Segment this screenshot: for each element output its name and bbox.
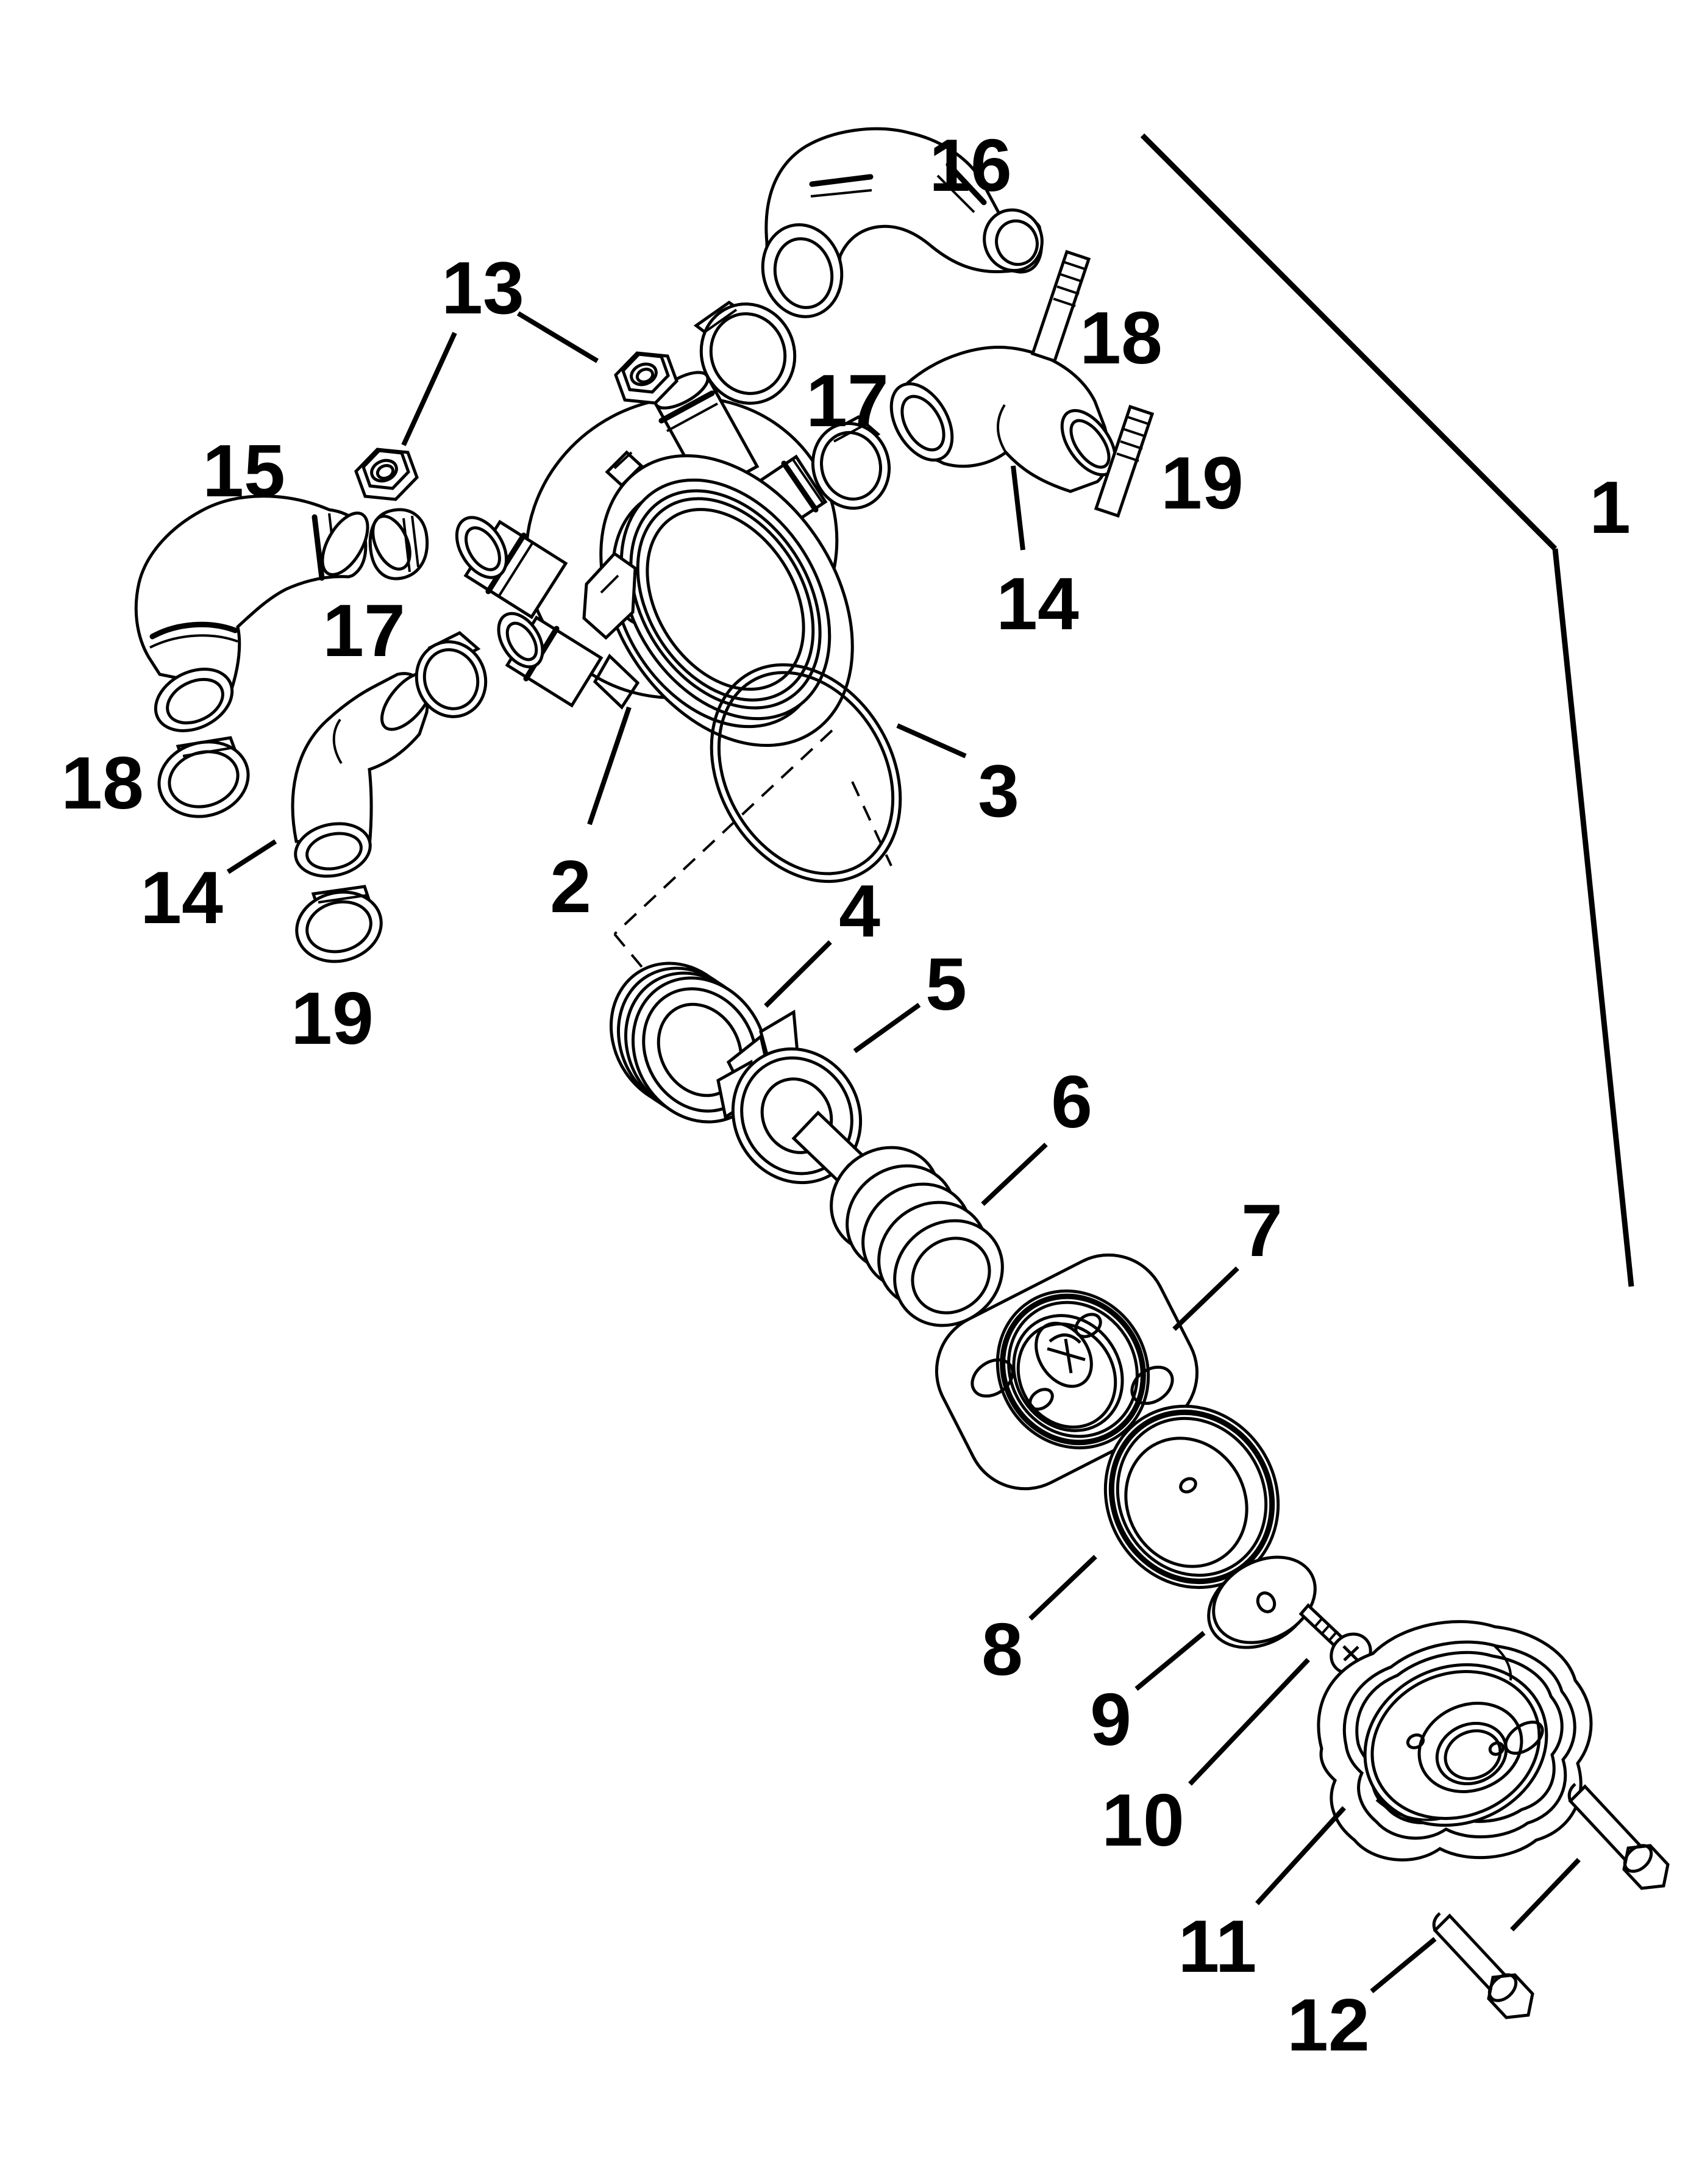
- leader-line-4: [766, 942, 830, 1006]
- part-18-clamp-ring-left: [150, 732, 257, 827]
- callout-label-19: 19: [1161, 441, 1244, 524]
- callout-label-16: 16: [929, 123, 1012, 207]
- part-17-clamp-cap-left: [366, 510, 427, 579]
- callout-label-11: 11: [1178, 1904, 1257, 1988]
- part-12-bolt-upper: [1569, 1784, 1668, 1888]
- leader-line-14: [1013, 466, 1023, 550]
- leader-line-1: [1555, 549, 1631, 1286]
- callout-label-12: 12: [1287, 1983, 1370, 2066]
- leader-line-3: [897, 726, 966, 756]
- leader-line-13: [518, 313, 597, 361]
- callout-label-5: 5: [925, 942, 967, 1026]
- leader-line-10: [1190, 1660, 1308, 1784]
- leader-line-7: [1174, 1268, 1238, 1329]
- callout-label-18: 18: [61, 741, 144, 824]
- callout-label-7: 7: [1241, 1188, 1283, 1272]
- part-19-clamp-ring-left: [290, 883, 389, 971]
- part-13-nut-left: [356, 449, 417, 499]
- callout-label-2: 2: [550, 844, 591, 928]
- dashed-guide-line: [614, 730, 832, 934]
- dashed-guide-line: [852, 782, 891, 866]
- callout-label-4: 4: [839, 869, 880, 952]
- callout-label-17: 17: [806, 359, 889, 442]
- leader-line-2: [589, 707, 629, 824]
- callout-label-14: 14: [996, 562, 1079, 645]
- leader-line-5: [855, 1005, 919, 1051]
- callout-label-10: 10: [1102, 1778, 1184, 1861]
- callout-label-3: 3: [978, 749, 1019, 832]
- callout-label-15: 15: [202, 429, 285, 512]
- part-12-bolt-lower: [1434, 1913, 1533, 2018]
- leader-line-6: [983, 1144, 1046, 1204]
- callout-label-9: 9: [1090, 1677, 1131, 1761]
- callout-label-17: 17: [322, 588, 405, 672]
- leader-line-11: [1257, 1808, 1344, 1904]
- leader-line-12: [1512, 1860, 1579, 1930]
- callout-label-6: 6: [1051, 1060, 1092, 1143]
- callout-label-1: 1: [1589, 465, 1631, 549]
- callout-label-14: 14: [140, 855, 223, 939]
- leader-line-13: [404, 333, 455, 445]
- leader-line-12: [1372, 1939, 1435, 1991]
- leader-line-14: [228, 841, 276, 872]
- leader-line-9: [1136, 1633, 1204, 1689]
- callout-label-18: 18: [1080, 296, 1163, 379]
- part-14-elbow-left: [291, 665, 442, 883]
- callout-label-19: 19: [291, 976, 374, 1060]
- callout-label-13: 13: [441, 246, 524, 329]
- callout-label-8: 8: [981, 1607, 1023, 1691]
- leader-line-8: [1030, 1557, 1095, 1619]
